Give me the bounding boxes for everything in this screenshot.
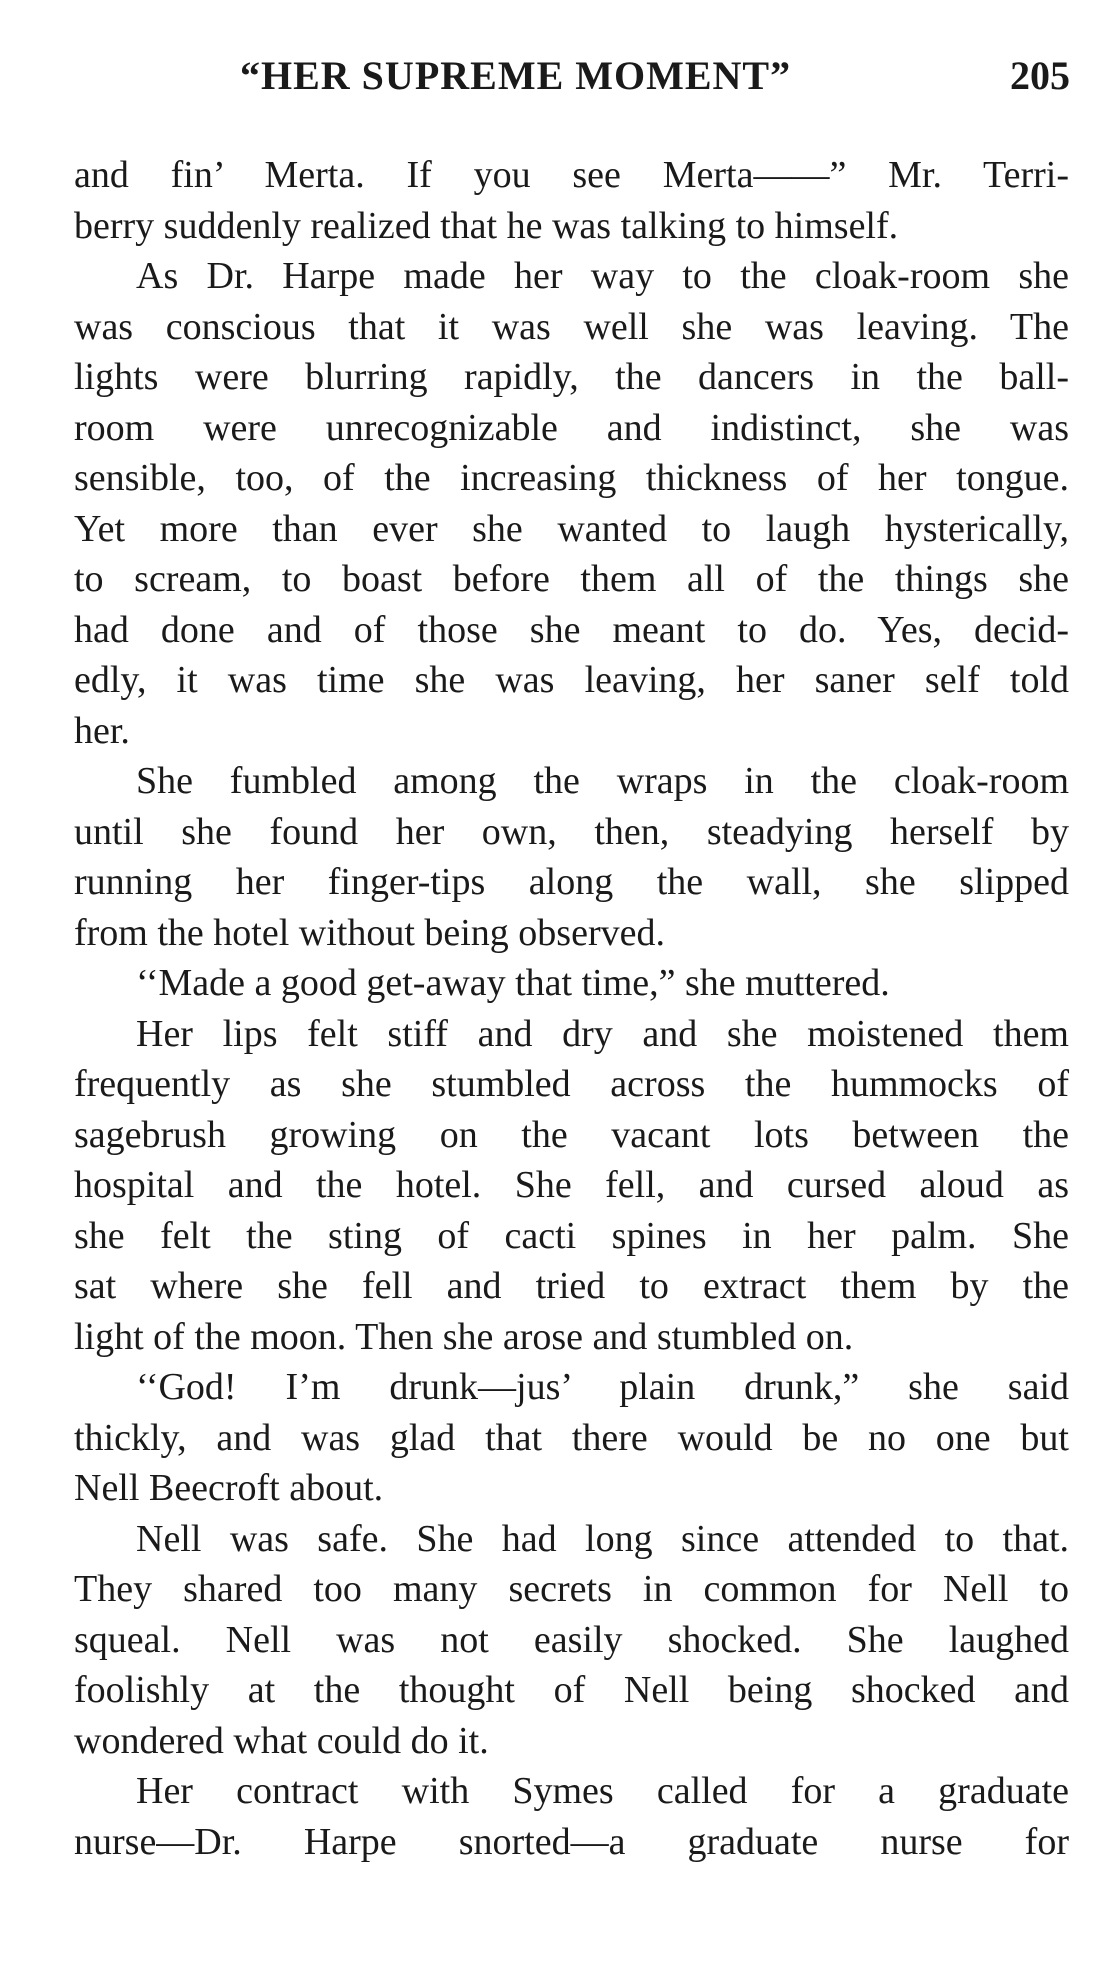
text-line: Yet more than ever she wanted to laugh hysterically, — [74, 507, 1069, 550]
text-line: Her contract with Symes called for a graduate — [136, 1770, 1069, 1812]
text-line: and fin’ Merta. If you see Merta——” Mr. Terri- — [74, 154, 1069, 196]
text-line: They shared too many secrets in common for Nell to — [74, 1568, 1069, 1610]
text-line: foolishly at the thought of Nell being shocked and — [74, 1669, 1069, 1711]
text-line: until she found her own, then, steadying herself by — [74, 810, 1069, 853]
text-line: thickly, and was glad that there would be no one but — [74, 1416, 1069, 1459]
text-line: from the hotel without being observed. — [74, 911, 665, 954]
text-line: light of the moon. Then she arose and stumbled on. — [74, 1315, 854, 1358]
text-line: had done and of those she meant to do. Yes, decid- — [74, 608, 1069, 651]
text-line: squeal. Nell was not easily shocked. She laughed — [74, 1618, 1069, 1661]
text-line: Her lips felt stiff and dry and she moistened them — [136, 1012, 1069, 1055]
text-line: her. — [74, 709, 130, 752]
text-line: berry suddenly realized that he was talking to himself. — [74, 204, 899, 247]
page-number: 205 — [1010, 53, 1070, 98]
text-line: was conscious that it was well she was leaving. The — [74, 305, 1069, 348]
running-head — [70, 52, 1070, 112]
text-line: As Dr. Harpe made her way to the cloak-room she — [136, 255, 1069, 297]
chapter-running-title: “HER SUPREME MOMENT” — [240, 53, 792, 98]
text-line: to scream, to boast before them all of the things she — [74, 558, 1069, 600]
text-line: She fumbled among the wraps in the cloak-room — [136, 760, 1069, 802]
text-line: sat where she fell and tried to extract them by the — [74, 1265, 1069, 1307]
text-line: lights were blurring rapidly, the dancers in the ball- — [74, 356, 1069, 398]
text-line: running her finger-tips along the wall, she slipped — [74, 861, 1069, 903]
text-line: wondered what could do it. — [74, 1719, 489, 1762]
text-line: frequently as she stumbled across the hummocks of — [74, 1063, 1069, 1105]
text-line: Nell Beecroft about. — [74, 1467, 384, 1509]
text-line: room were unrecognizable and indistinct, she was — [74, 406, 1069, 449]
text-line: sagebrush growing on the vacant lots between the — [74, 1113, 1069, 1156]
text-line: ‘‘Made a good get-away that time,” she muttered. — [136, 962, 890, 1004]
text-line: hospital and the hotel. She fell, and cursed aloud as — [74, 1164, 1069, 1206]
text-line: she felt the sting of cacti spines in her palm. She — [74, 1214, 1069, 1257]
text-line: Nell was safe. She had long since attended to that. — [136, 1517, 1069, 1560]
body-text — [74, 150, 1069, 1867]
text-line: ‘‘God! I’m drunk—jus’ plain drunk,” she said — [136, 1366, 1069, 1408]
text-line: sensible, too, of the increasing thickness of her tongue. — [74, 457, 1069, 499]
text-line: nurse—Dr. Harpe snorted—a graduate nurse for — [74, 1820, 1069, 1863]
text-line: edly, it was time she was leaving, her saner self told — [74, 659, 1069, 701]
